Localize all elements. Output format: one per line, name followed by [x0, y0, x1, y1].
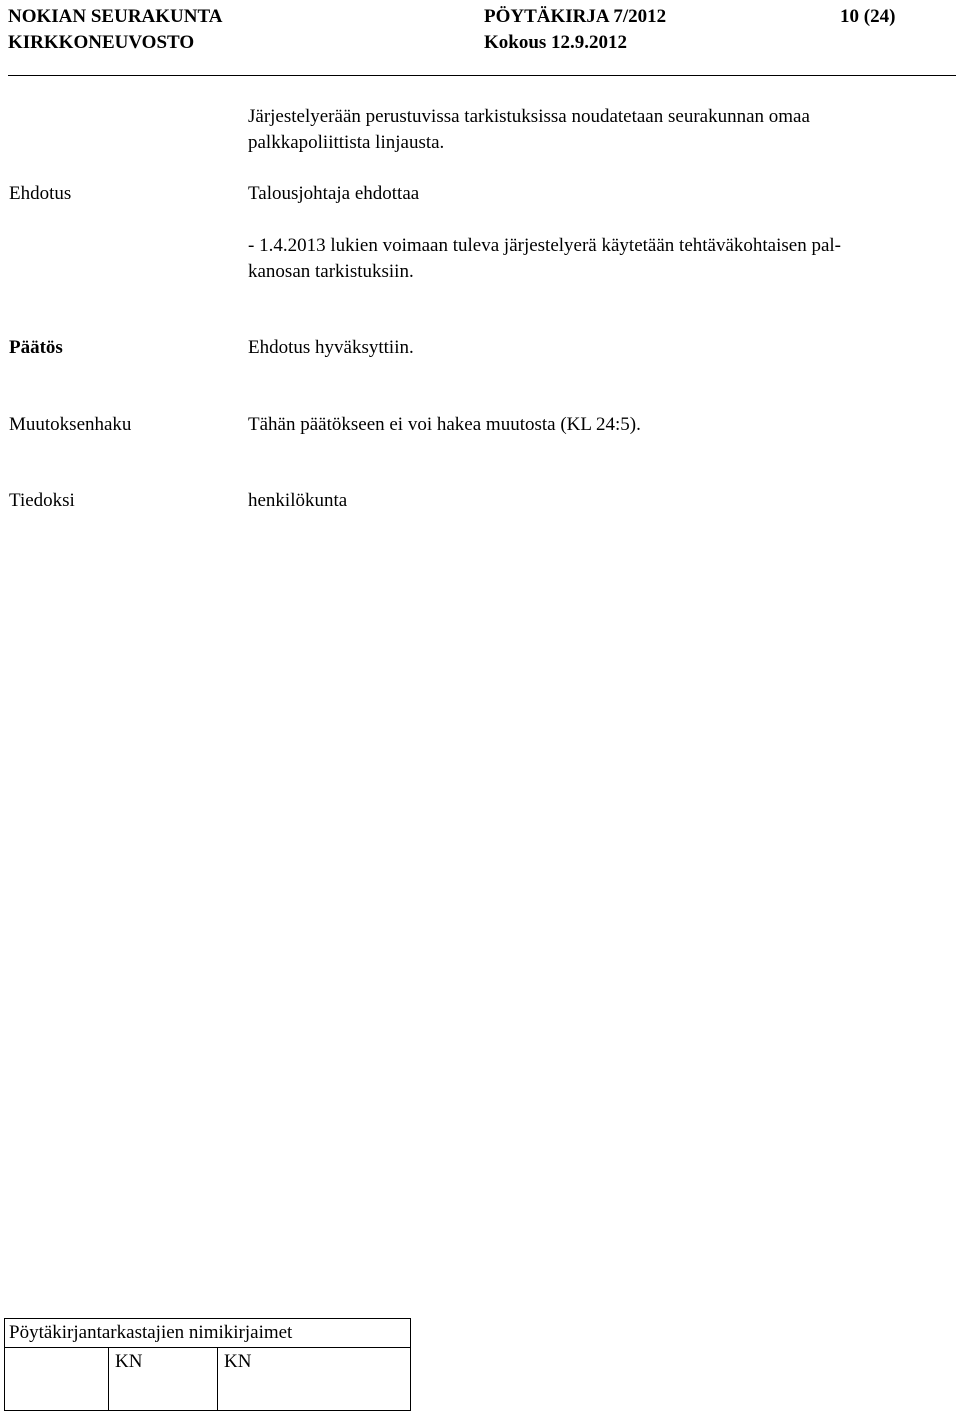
meeting-date: Kokous 12.9.2012 [484, 32, 628, 53]
section-label-paatos: Päätös [9, 337, 63, 358]
section-label-muutoksenhaku: Muutoksenhaku [9, 414, 132, 435]
document-title: PÖYTÄKIRJA 7/2012 [484, 6, 667, 27]
signature-initials-table [4, 1318, 411, 1411]
signature-cell-1 [5, 1348, 109, 1411]
governing-body: KIRKKONEUVOSTO [8, 32, 195, 53]
signature-table-header: Pöytäkirjantarkastajien nimikirjaimet [5, 1319, 411, 1348]
appeal-text: Tähän päätökseen ei voi hakea muutosta (KL 24:5). [248, 414, 641, 435]
proposal-item-line-2: kanosan tarkistuksiin. [248, 261, 414, 282]
decision-text: Ehdotus hyväksyttiin. [248, 337, 414, 358]
intro-line-2: palkkapoliittista linjausta. [248, 132, 445, 153]
section-label-tiedoksi: Tiedoksi [9, 490, 75, 511]
signature-cell-2: KN [109, 1348, 218, 1411]
proposal-item-line-1: - 1.4.2013 lukien voimaan tuleva järjestelyerä käytetään tehtäväkohtaisen pal- [248, 235, 841, 256]
proposal-lead: Talousjohtaja ehdottaa [248, 183, 420, 204]
header-divider [8, 75, 956, 76]
section-label-ehdotus: Ehdotus [9, 183, 72, 204]
signature-cell-3: KN [218, 1348, 411, 1411]
organization-name: NOKIAN SEURAKUNTA [8, 6, 223, 27]
notification-recipients: henkilökunta [248, 490, 348, 511]
intro-line-1: Järjestelyerään perustuvissa tarkistuksissa noudatetaan seurakunnan omaa [248, 106, 810, 127]
page-number: 10 (24) [840, 6, 896, 27]
